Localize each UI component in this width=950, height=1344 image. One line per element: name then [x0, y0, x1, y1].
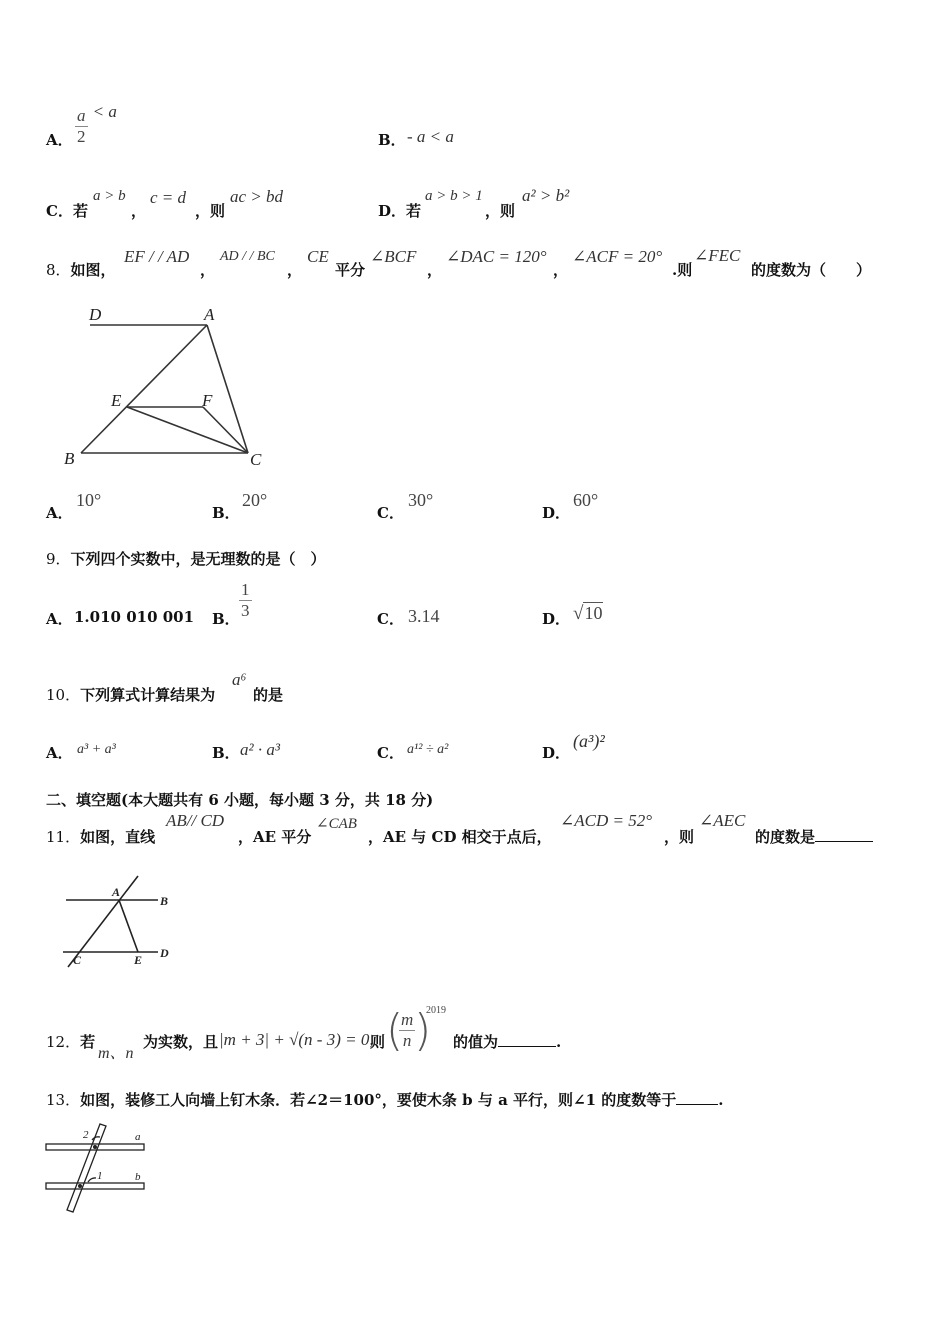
- q8-option-d-label: D．: [542, 504, 571, 522]
- q7-option-d-then: ，则: [485, 202, 516, 220]
- q8-option-a-label: A．: [46, 504, 73, 522]
- q8-label-b: B: [64, 449, 75, 468]
- q12-fraction: [399, 1010, 415, 1051]
- q11-expr-cab: ∠CAB: [316, 816, 357, 832]
- q9-option-c-label: C．: [377, 610, 404, 628]
- q11-tail: 的度数是: [755, 828, 816, 846]
- q12-number: 12．: [46, 1033, 81, 1051]
- q11-text-4: [755, 826, 873, 847]
- q11-expr-ab-cd: AB// CD: [166, 811, 225, 830]
- q11-label-c: C: [73, 953, 82, 967]
- q10-option-a-label: A．: [46, 744, 73, 762]
- section-2-title: 二、填空题(本大题共有 6 小题，每小题 3 分，共 18 分): [46, 791, 434, 809]
- q13-angle-2-arc: [92, 1137, 100, 1140]
- q9-option-c-value: 3.14: [408, 606, 440, 626]
- q7-option-d-if: 若: [406, 202, 422, 220]
- q12-answer-blank[interactable]: [498, 1032, 556, 1047]
- q10-stem: [46, 684, 215, 705]
- q9-option-b-label: B．: [212, 610, 240, 628]
- q13-number: 13．: [46, 1091, 81, 1109]
- q7-option-a-den: 2: [77, 127, 86, 146]
- q11-expr-aec: ∠AEC: [699, 811, 746, 830]
- q9-option-b-den: 3: [241, 601, 250, 620]
- q8-lead-text: 如图，: [70, 261, 116, 279]
- q8-cond-ce: CE: [307, 247, 329, 266]
- q10-expr: a⁶: [232, 670, 247, 689]
- q13-answer-blank[interactable]: [676, 1090, 718, 1105]
- q11-label-e: E: [134, 953, 143, 967]
- q7-option-d-expr1: a > b > 1: [425, 188, 483, 204]
- q7-option-d-label: D．: [378, 202, 407, 220]
- q7-option-a-num: a: [77, 106, 86, 125]
- q8-number: 8．: [46, 261, 71, 279]
- q10-number: 10．: [46, 686, 81, 704]
- q9-stem: [46, 548, 326, 569]
- q8-bisect-text: 平分: [335, 261, 366, 279]
- q8-label-c: C: [250, 450, 262, 469]
- q13-figure: [40, 1122, 160, 1217]
- q9-number: 9．: [46, 550, 71, 568]
- q11-text-3: ，则: [664, 828, 695, 846]
- q7-option-d: [378, 200, 421, 221]
- q10-option-b-label: B．: [212, 744, 240, 762]
- q12-left-paren-icon: (: [386, 1005, 404, 1056]
- q7-option-c-if: 若: [72, 202, 88, 220]
- q12-right-paren-icon: ): [414, 1005, 432, 1056]
- q8-cond-acf: ∠ACF = 20°: [572, 247, 663, 266]
- q11-line-ae: [119, 900, 138, 952]
- q11-label-d: D: [160, 946, 169, 960]
- q9-option-b-fraction: [239, 580, 252, 621]
- q13-label-1: 1: [97, 1170, 103, 1182]
- q10-option-c-label: C．: [377, 744, 404, 762]
- q11-lead-text: 如图，直线: [80, 828, 156, 846]
- q8-label-f: F: [202, 391, 213, 410]
- q7-option-a-expr: [75, 102, 117, 147]
- q11-expr-acd: ∠ACD = 52°: [560, 811, 653, 830]
- q8-figure: [55, 298, 285, 473]
- q11-number: 11．: [46, 828, 81, 846]
- q13-stem: [46, 1089, 723, 1110]
- q13-nail-bottom: [78, 1184, 82, 1188]
- q9-option-d-value: [573, 603, 603, 625]
- sqrt-icon: √: [573, 603, 584, 624]
- q12-tail: 的值为: [453, 1033, 499, 1051]
- q13-text: 如图，装修工人向墙上钉木条．若∠2＝100°，要使木条 b 与 a 平行，则∠1 的度数等于: [80, 1091, 677, 1109]
- q7-option-a-rest: < a: [92, 102, 117, 121]
- q9-text: 下列四个实数中，是无理数的是（ ）: [70, 550, 326, 568]
- q11-lead: [46, 826, 155, 847]
- q11-answer-blank[interactable]: [815, 827, 873, 842]
- q8-cond-ef-ad: EF / / AD: [124, 247, 190, 266]
- q8-sep-2: ，: [287, 261, 303, 279]
- q10-option-a-value: a³ + a³: [77, 742, 116, 757]
- q12-vars: m、n: [98, 1045, 134, 1062]
- q13-angle-1-arc: [88, 1178, 96, 1182]
- q12-end: .: [556, 1033, 562, 1051]
- q8-cond-dac: ∠DAC = 120°: [446, 247, 547, 266]
- q13-label-a: a: [135, 1131, 141, 1143]
- q8-sep-4: ，: [553, 261, 569, 279]
- q12-text-3: 则: [370, 1033, 386, 1051]
- q10-option-b-value: a² · a³: [240, 740, 280, 759]
- q11-label-a: A: [112, 885, 121, 899]
- q7-option-c-expr1: a > b: [93, 188, 126, 204]
- q7-option-a-label: A．: [46, 131, 73, 149]
- q12-text-1: 若: [80, 1033, 96, 1051]
- q12-frac-den: n: [402, 1031, 412, 1050]
- q10-option-c-value: a¹² ÷ a²: [407, 742, 449, 757]
- q8-cond-ad-bc: AD / / BC: [220, 249, 275, 264]
- q7-option-d-expr2: a² > b²: [522, 186, 570, 205]
- q12-frac-num: m: [401, 1010, 414, 1029]
- q9-option-b-num: 1: [241, 580, 250, 599]
- q13-label-b: b: [135, 1171, 141, 1183]
- q8-then: .则: [672, 261, 693, 279]
- q8-line-ac: [207, 325, 248, 453]
- q10-option-d-value: (a³)²: [573, 731, 605, 751]
- q7-option-b-expr: - a < a: [407, 127, 454, 146]
- q9-option-d-radicand: 10: [584, 603, 603, 623]
- q7-option-a-fraction: [75, 106, 88, 147]
- q11-text-1: ，AE 平分: [238, 828, 312, 846]
- q12-text-4: [453, 1031, 561, 1052]
- q7-option-c-expr2: c = d: [150, 188, 187, 207]
- q8-line-ec: [127, 407, 248, 453]
- q7-option-c-expr3: ac > bd: [230, 187, 284, 206]
- q7-option-c: [46, 200, 88, 221]
- q7-option-c-then: ，则: [195, 202, 226, 220]
- q8-option-b-label: B．: [212, 504, 240, 522]
- q11-label-b: B: [160, 894, 169, 908]
- q8-label-e: E: [111, 391, 122, 410]
- q9-option-a-label: A．: [46, 610, 73, 628]
- q8-sep-3: ，: [427, 261, 443, 279]
- q12-power: 2019: [426, 1005, 446, 1016]
- q11-text-2: ，AE 与 CD 相交于点后，: [368, 828, 552, 846]
- q8-option-c-label: C．: [377, 504, 404, 522]
- q9-option-d-label: D．: [542, 610, 571, 628]
- q13-label-2: 2: [83, 1129, 89, 1141]
- q13-end: .: [718, 1091, 724, 1109]
- q8-cond-fec: ∠FEC: [694, 246, 741, 265]
- q8-tail: 的度数为（ ）: [751, 261, 872, 279]
- q8-option-a-value: 10°: [76, 490, 102, 510]
- q8-option-b-value: 20°: [242, 490, 268, 510]
- q9-option-a-value: 1.010 010 001: [74, 608, 195, 626]
- q8-line-ab: [81, 325, 207, 453]
- q10-text: 下列算式计算结果为: [80, 686, 216, 704]
- q13-nail-top: [93, 1145, 97, 1149]
- q12-lead: [46, 1031, 95, 1052]
- q7-option-c-comma: ，: [131, 202, 147, 220]
- q10-option-d-label: D．: [542, 744, 571, 762]
- q8-cond-bcf: ∠BCF: [370, 247, 417, 266]
- q7-option-b-label: B．: [378, 131, 406, 149]
- q8-sep-1: ，: [200, 261, 216, 279]
- q12-equation: |m + 3| + √(n - 3) = 0,: [219, 1030, 374, 1049]
- q8-label-a: A: [204, 305, 215, 324]
- q10-tail: 的是: [253, 686, 284, 704]
- q8-lead: [46, 259, 116, 280]
- q7-option-c-label: C．: [46, 202, 73, 220]
- q13-strip-b: [46, 1183, 144, 1189]
- q11-figure: [58, 872, 188, 972]
- q8-option-c-value: 30°: [408, 490, 434, 510]
- q8-label-d: D: [89, 305, 102, 324]
- q12-text-2: 为实数，且: [143, 1033, 219, 1051]
- q8-option-d-value: 60°: [573, 490, 599, 510]
